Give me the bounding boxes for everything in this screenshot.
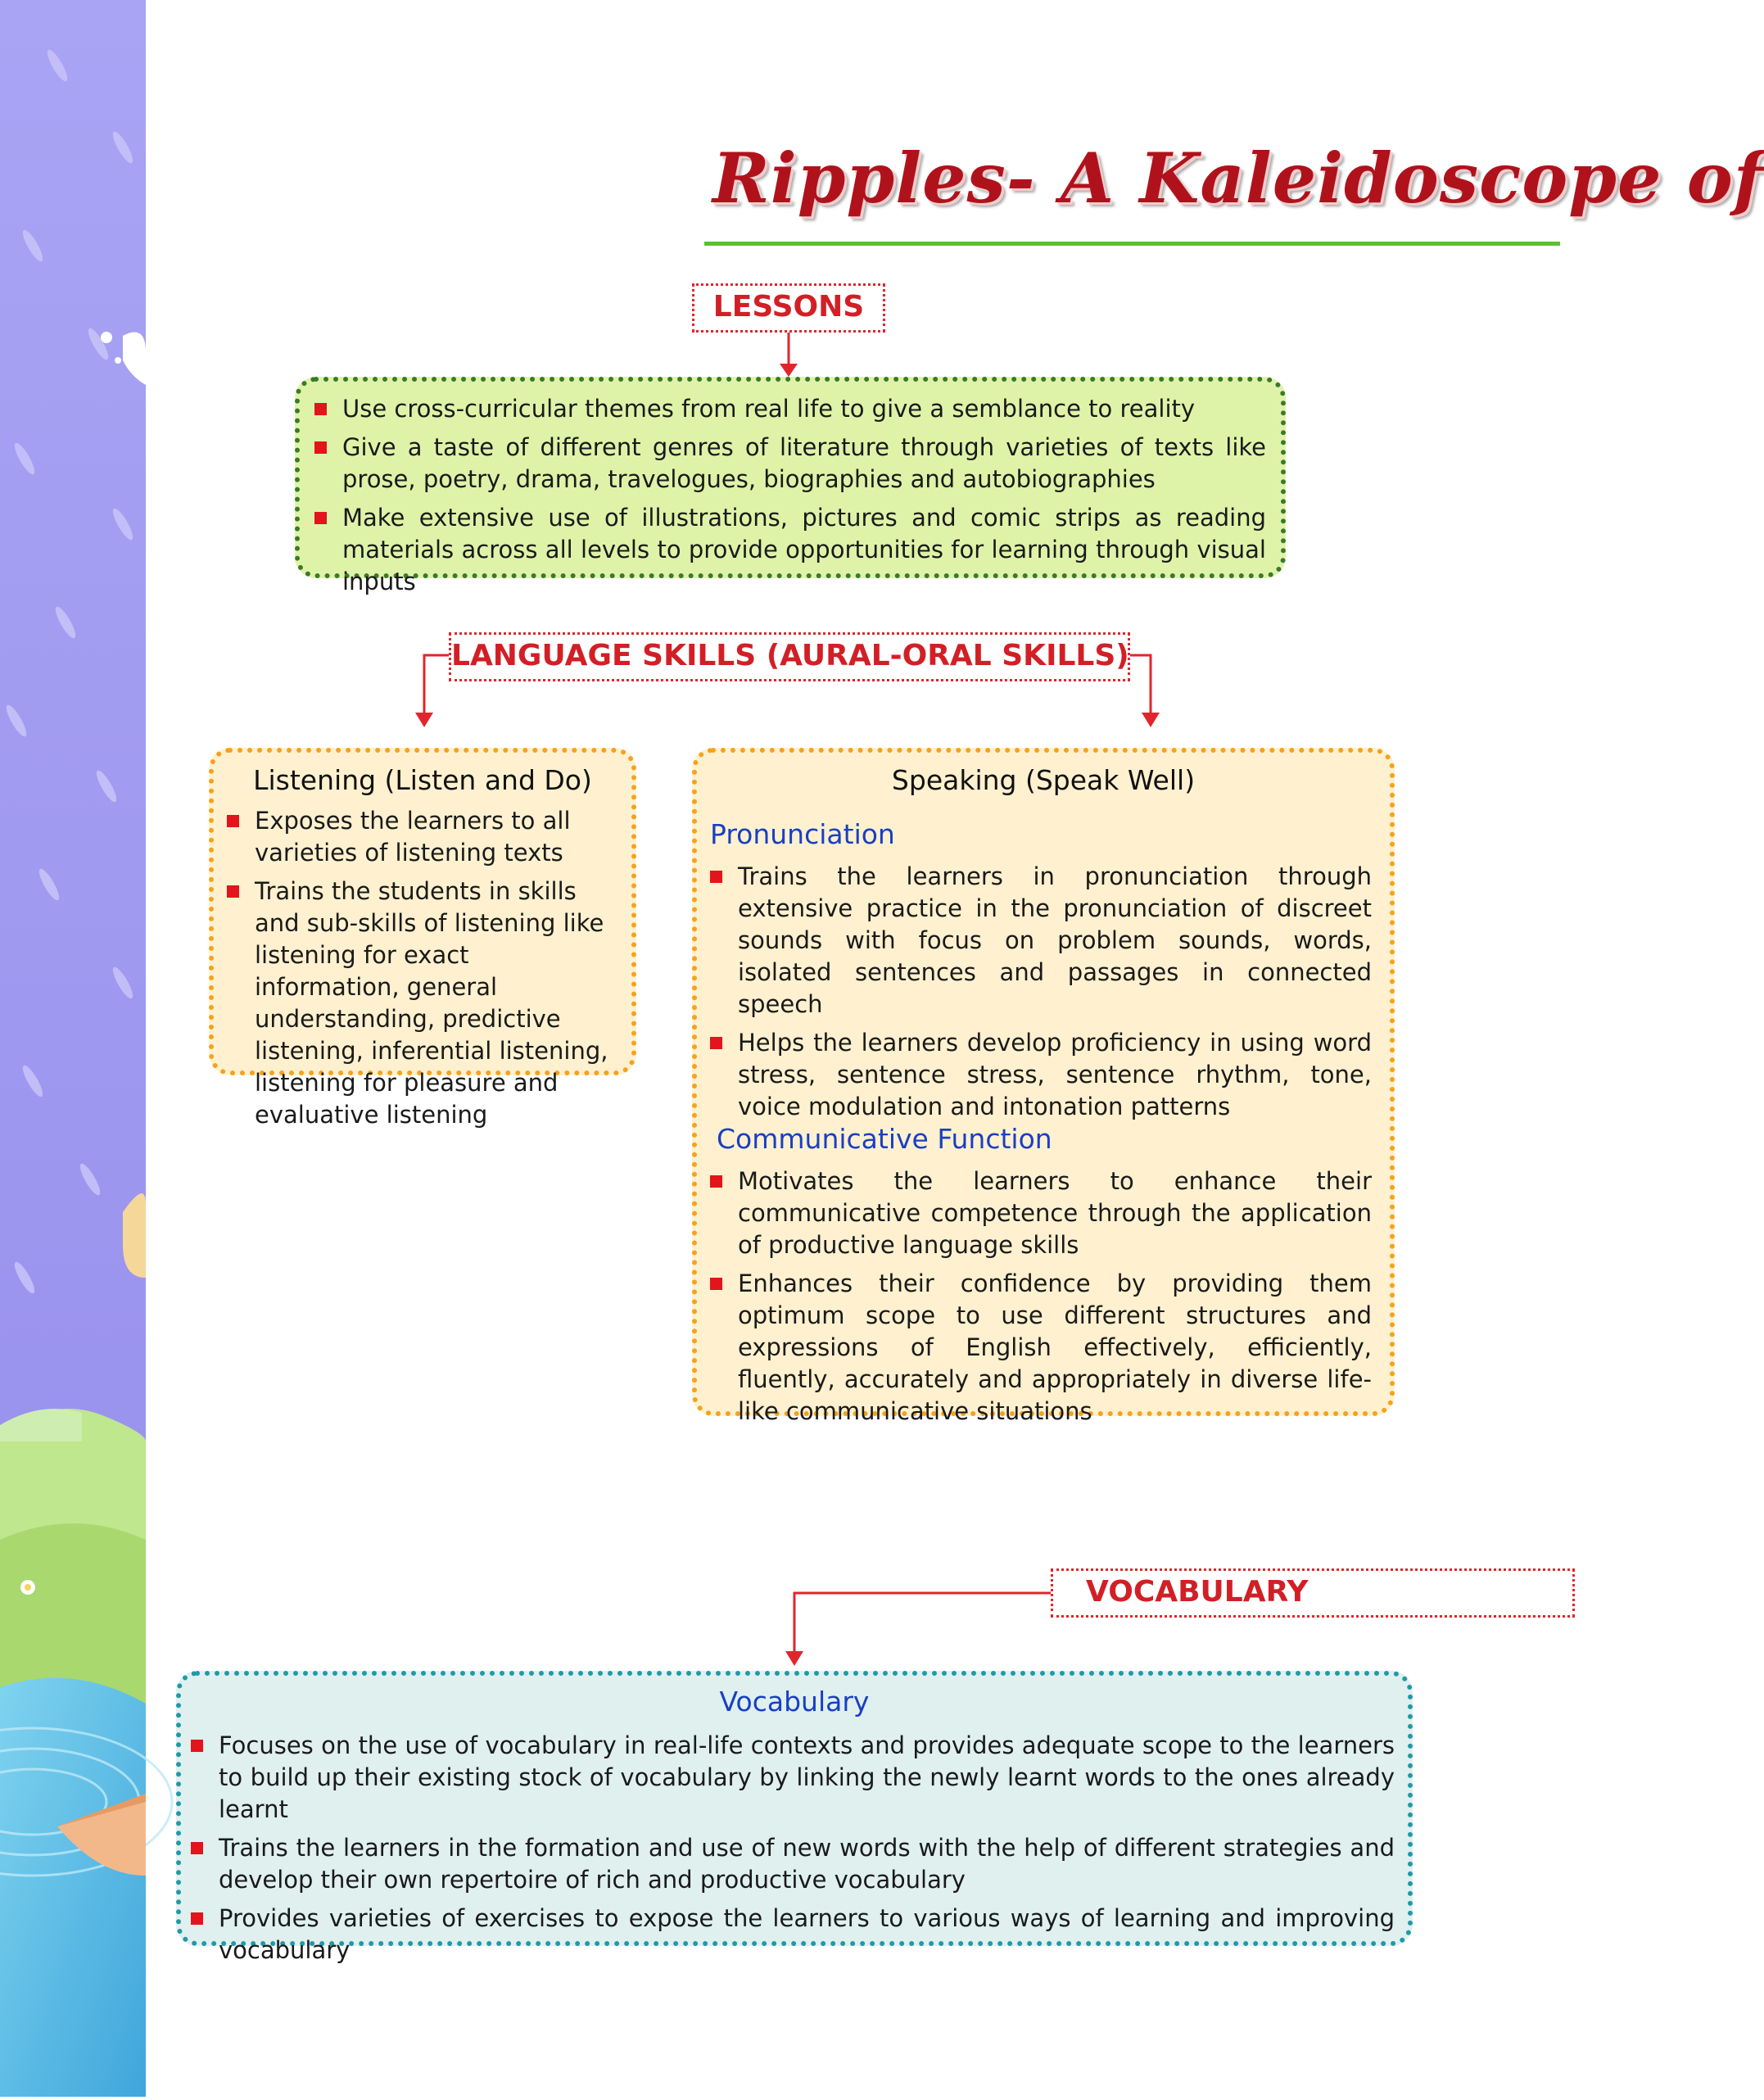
list-item: Trains the learners in pronunciation through extensive practice in the pronunciation of discreet sounds with focus on problem sounds, words, isolated sentences and passages in connected speech [710,861,1372,1021]
list-item: Make extensive use of illustrations, pictures and comic strips as reading materials across all levels to provide opportunities for learning through visual inputs [314,502,1266,598]
listening-list [227,805,613,1131]
pronunciation-heading: Pronunciation [710,818,895,850]
language-skills-label: LANGUAGE SKILLS (AURAL-ORAL SKILLS) [449,632,1130,681]
list-item: Enhances their confidence by providing them optimum scope to use different structures and expressions of English effectively, efficiently, fluently, accurately and appropriately in diverse life-like communicative situations [710,1268,1372,1428]
listening-title: Listening (Listen and Do) [253,764,592,796]
lessons-label: LESSONS [692,283,885,333]
list-item: Helps the learners develop proficiency in using word stress, sentence stress, sentence rhythm, tone, voice modulation and intonation patterns [710,1027,1372,1123]
vocabulary-label: VOCABULARY [1051,1568,1575,1618]
list-item: Motivates the learners to enhance their communicative competence through the application of productive language skills [710,1165,1372,1261]
speaking-title: Speaking (Speak Well) [891,764,1196,796]
list-item: Focuses on the use of vocabulary in real-life contexts and provides adequate scope to the learners to build up their existing stock of vocabulary by linking the newly learnt words to the ones already learnt [191,1730,1395,1826]
communicative-function-list [710,1165,1372,1428]
lessons-box [295,377,1286,595]
vocabulary-title: Vocabulary [719,1686,870,1718]
list-item: Give a taste of different genres of literature through varieties of texts like prose, poetry, drama, travelogues, biographies and autobiographies [314,432,1266,496]
lessons-list [314,393,1266,598]
pronunciation-list [710,861,1372,1123]
list-item: Trains the learners in the formation and use of new words with the help of different strategies and develop their own repertoire of rich and productive vocabulary [191,1832,1395,1896]
listening-box [209,748,636,1129]
communicative-function-heading: Communicative Function [717,1123,1052,1155]
speaking-box [692,748,1395,1425]
vocabulary-list [191,1730,1395,1966]
list-item: Trains the students in skills and sub-skills of listening like listening for exact information, general understanding, predictive listening, inferential listening, listening for pleasure and evaluative listening [227,876,613,1131]
list-item: Use cross-curricular themes from real life to give a semblance to reality [314,393,1266,425]
vocabulary-box [176,1671,1413,1964]
page-title: Ripples- A Kaleidoscope of [712,138,1764,219]
list-item: Provides varieties of exercises to expose the learners to various ways of learning and improving vocabulary [191,1903,1395,1966]
list-item: Exposes the learners to all varieties of listening texts [227,805,613,869]
